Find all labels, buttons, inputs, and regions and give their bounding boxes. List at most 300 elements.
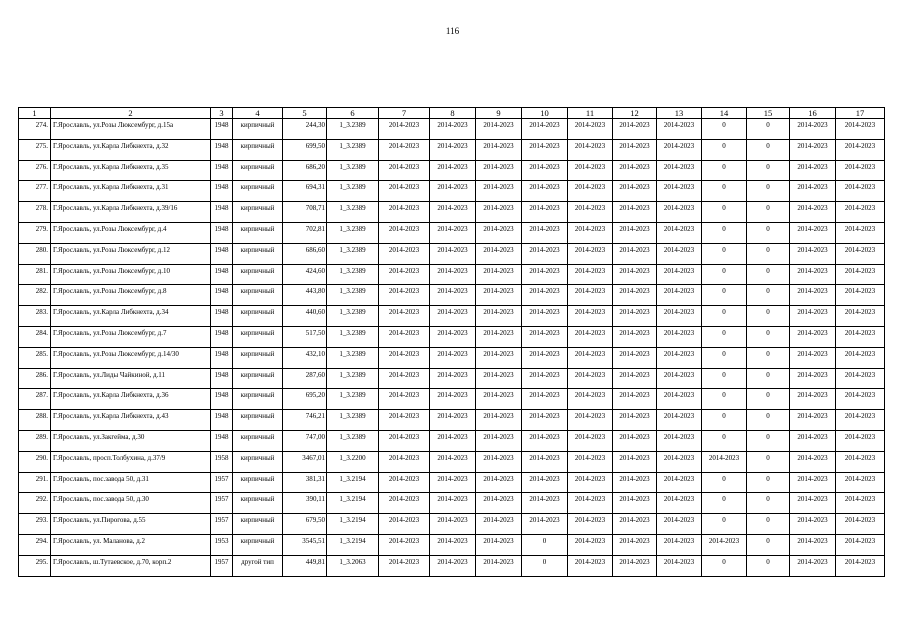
cell-area: 686,60 bbox=[283, 243, 327, 264]
cell-code: 1_3.2194 bbox=[327, 472, 379, 493]
cell-code: 1_3.2389 bbox=[327, 389, 379, 410]
cell-period-c9: 2014-2023 bbox=[476, 368, 522, 389]
cell-address: Г.Ярославль, ул.Карла Либкнехта, д.43 bbox=[51, 410, 211, 431]
cell-area: 449,81 bbox=[283, 555, 327, 576]
cell-period-c8: 2014-2023 bbox=[430, 139, 476, 160]
cell-period-c7: 2014-2023 bbox=[379, 555, 430, 576]
cell-period-c14: 0 bbox=[702, 493, 747, 514]
cell-code: 1_3.2063 bbox=[327, 555, 379, 576]
cell-period-c16: 2014-2023 bbox=[790, 243, 836, 264]
cell-code: 1_3.2389 bbox=[327, 306, 379, 327]
table-row bbox=[19, 160, 885, 181]
cell-address: Г.Ярославль, ул.Розы Люксембург, д.14/30 bbox=[51, 347, 211, 368]
cell-period-c14: 0 bbox=[702, 202, 747, 223]
cell-period-c12: 2014-2023 bbox=[613, 264, 657, 285]
cell-period-c15: 0 bbox=[747, 347, 790, 368]
data-table bbox=[18, 107, 885, 577]
cell-address: Г.Ярославль, ул.Закгейма, д.30 bbox=[51, 430, 211, 451]
cell-period-c7: 2014-2023 bbox=[379, 514, 430, 535]
cell-period-c11: 2014-2023 bbox=[568, 430, 613, 451]
cell-period-c11: 2014-2023 bbox=[568, 139, 613, 160]
cell-address: Г.Ярославль, ул.Розы Люксембург, д.4 bbox=[51, 222, 211, 243]
cell-code: 1_3.2389 bbox=[327, 243, 379, 264]
cell-wall-material: кирпичный bbox=[233, 306, 283, 327]
cell-period-c17: 2014-2023 bbox=[836, 160, 885, 181]
cell-year-built: 1957 bbox=[211, 514, 233, 535]
cell-period-c17: 2014-2023 bbox=[836, 285, 885, 306]
table-row bbox=[19, 472, 885, 493]
cell-period-c8: 2014-2023 bbox=[430, 472, 476, 493]
table-row bbox=[19, 410, 885, 431]
cell-area: 695,20 bbox=[283, 389, 327, 410]
cell-area: 390,11 bbox=[283, 493, 327, 514]
cell-address: Г.Ярославль, ул.Карла Либкнехта, д.34 bbox=[51, 306, 211, 327]
cell-address: Г.Ярославль, просп.Толбухина, д.37/9 bbox=[51, 451, 211, 472]
cell-period-c12: 2014-2023 bbox=[613, 222, 657, 243]
cell-period-c9: 2014-2023 bbox=[476, 347, 522, 368]
cell-period-c13: 2014-2023 bbox=[657, 181, 702, 202]
cell-period-c10: 2014-2023 bbox=[522, 181, 568, 202]
cell-period-c7: 2014-2023 bbox=[379, 139, 430, 160]
cell-period-c16: 2014-2023 bbox=[790, 430, 836, 451]
cell-period-c17: 2014-2023 bbox=[836, 451, 885, 472]
cell-wall-material: кирпичный bbox=[233, 243, 283, 264]
cell-year-built: 1948 bbox=[211, 160, 233, 181]
column-header-3: 3 bbox=[211, 108, 233, 119]
cell-period-c15: 0 bbox=[747, 472, 790, 493]
column-header-15: 15 bbox=[747, 108, 790, 119]
cell-period-c13: 2014-2023 bbox=[657, 472, 702, 493]
cell-period-c17: 2014-2023 bbox=[836, 243, 885, 264]
cell-period-c16: 2014-2023 bbox=[790, 389, 836, 410]
table-row bbox=[19, 139, 885, 160]
cell-period-c13: 2014-2023 bbox=[657, 222, 702, 243]
cell-period-c11: 2014-2023 bbox=[568, 243, 613, 264]
cell-period-c8: 2014-2023 bbox=[430, 493, 476, 514]
cell-year-built: 1948 bbox=[211, 410, 233, 431]
cell-period-c15: 0 bbox=[747, 534, 790, 555]
cell-period-c11: 2014-2023 bbox=[568, 160, 613, 181]
cell-row-number: 283. bbox=[19, 306, 51, 327]
cell-period-c17: 2014-2023 bbox=[836, 410, 885, 431]
cell-period-c14: 2014-2023 bbox=[702, 534, 747, 555]
cell-period-c10: 0 bbox=[522, 534, 568, 555]
cell-period-c16: 2014-2023 bbox=[790, 472, 836, 493]
cell-period-c15: 0 bbox=[747, 451, 790, 472]
cell-period-c16: 2014-2023 bbox=[790, 514, 836, 535]
cell-area: 708,71 bbox=[283, 202, 327, 223]
cell-wall-material: другой тип bbox=[233, 555, 283, 576]
cell-period-c13: 2014-2023 bbox=[657, 389, 702, 410]
cell-period-c13: 2014-2023 bbox=[657, 326, 702, 347]
column-header-10: 10 bbox=[522, 108, 568, 119]
cell-period-c7: 2014-2023 bbox=[379, 243, 430, 264]
cell-period-c8: 2014-2023 bbox=[430, 555, 476, 576]
cell-year-built: 1948 bbox=[211, 181, 233, 202]
cell-period-c12: 2014-2023 bbox=[613, 326, 657, 347]
cell-year-built: 1958 bbox=[211, 451, 233, 472]
cell-area: 679,50 bbox=[283, 514, 327, 535]
cell-period-c12: 2014-2023 bbox=[613, 430, 657, 451]
column-header-6: 6 bbox=[327, 108, 379, 119]
cell-period-c13: 2014-2023 bbox=[657, 493, 702, 514]
cell-row-number: 280. bbox=[19, 243, 51, 264]
column-header-12: 12 bbox=[613, 108, 657, 119]
cell-code: 1_3.2389 bbox=[327, 181, 379, 202]
cell-period-c10: 2014-2023 bbox=[522, 160, 568, 181]
cell-period-c11: 2014-2023 bbox=[568, 451, 613, 472]
cell-year-built: 1948 bbox=[211, 222, 233, 243]
cell-period-c14: 0 bbox=[702, 243, 747, 264]
cell-period-c10: 2014-2023 bbox=[522, 410, 568, 431]
cell-period-c9: 2014-2023 bbox=[476, 555, 522, 576]
cell-period-c12: 2014-2023 bbox=[613, 389, 657, 410]
cell-period-c10: 2014-2023 bbox=[522, 472, 568, 493]
cell-year-built: 1948 bbox=[211, 306, 233, 327]
cell-period-c10: 0 bbox=[522, 555, 568, 576]
cell-period-c14: 0 bbox=[702, 306, 747, 327]
cell-period-c8: 2014-2023 bbox=[430, 202, 476, 223]
cell-year-built: 1948 bbox=[211, 389, 233, 410]
cell-period-c15: 0 bbox=[747, 264, 790, 285]
page-number: 116 bbox=[445, 26, 460, 36]
cell-period-c10: 2014-2023 bbox=[522, 119, 568, 140]
cell-period-c14: 0 bbox=[702, 264, 747, 285]
cell-period-c15: 0 bbox=[747, 493, 790, 514]
header-row bbox=[19, 108, 885, 119]
cell-period-c17: 2014-2023 bbox=[836, 326, 885, 347]
cell-area: 3467,01 bbox=[283, 451, 327, 472]
cell-period-c7: 2014-2023 bbox=[379, 368, 430, 389]
cell-code: 1_3.2194 bbox=[327, 514, 379, 535]
cell-period-c9: 2014-2023 bbox=[476, 410, 522, 431]
cell-row-number: 290. bbox=[19, 451, 51, 472]
cell-period-c7: 2014-2023 bbox=[379, 222, 430, 243]
cell-code: 1_3.2389 bbox=[327, 119, 379, 140]
cell-period-c17: 2014-2023 bbox=[836, 368, 885, 389]
cell-year-built: 1948 bbox=[211, 202, 233, 223]
cell-row-number: 284. bbox=[19, 326, 51, 347]
cell-wall-material: кирпичный bbox=[233, 181, 283, 202]
cell-period-c11: 2014-2023 bbox=[568, 410, 613, 431]
cell-period-c16: 2014-2023 bbox=[790, 368, 836, 389]
cell-period-c16: 2014-2023 bbox=[790, 285, 836, 306]
cell-address: Г.Ярославль, ул.Розы Люксембург, д.7 bbox=[51, 326, 211, 347]
cell-period-c7: 2014-2023 bbox=[379, 181, 430, 202]
cell-period-c10: 2014-2023 bbox=[522, 368, 568, 389]
cell-period-c10: 2014-2023 bbox=[522, 306, 568, 327]
cell-period-c9: 2014-2023 bbox=[476, 202, 522, 223]
cell-period-c9: 2014-2023 bbox=[476, 139, 522, 160]
cell-period-c9: 2014-2023 bbox=[476, 389, 522, 410]
table-row bbox=[19, 451, 885, 472]
cell-period-c8: 2014-2023 bbox=[430, 181, 476, 202]
cell-period-c16: 2014-2023 bbox=[790, 451, 836, 472]
table-row bbox=[19, 222, 885, 243]
cell-period-c8: 2014-2023 bbox=[430, 306, 476, 327]
cell-code: 1_3.2389 bbox=[327, 285, 379, 306]
cell-period-c11: 2014-2023 bbox=[568, 472, 613, 493]
cell-period-c9: 2014-2023 bbox=[476, 534, 522, 555]
cell-year-built: 1948 bbox=[211, 139, 233, 160]
cell-address: Г.Ярославль, ул.Карла Либкнехта, д.32 bbox=[51, 139, 211, 160]
cell-period-c7: 2014-2023 bbox=[379, 451, 430, 472]
cell-row-number: 285. bbox=[19, 347, 51, 368]
cell-period-c15: 0 bbox=[747, 326, 790, 347]
cell-period-c10: 2014-2023 bbox=[522, 222, 568, 243]
cell-period-c15: 0 bbox=[747, 555, 790, 576]
column-header-2: 2 bbox=[51, 108, 211, 119]
cell-period-c9: 2014-2023 bbox=[476, 451, 522, 472]
column-header-11: 11 bbox=[568, 108, 613, 119]
cell-period-c15: 0 bbox=[747, 430, 790, 451]
cell-area: 699,50 bbox=[283, 139, 327, 160]
cell-address: Г.Ярославль, ул.Пирогова, д.55 bbox=[51, 514, 211, 535]
cell-period-c14: 0 bbox=[702, 410, 747, 431]
cell-year-built: 1957 bbox=[211, 555, 233, 576]
cell-period-c7: 2014-2023 bbox=[379, 347, 430, 368]
cell-period-c17: 2014-2023 bbox=[836, 202, 885, 223]
table-row bbox=[19, 264, 885, 285]
table-row bbox=[19, 534, 885, 555]
cell-row-number: 289. bbox=[19, 430, 51, 451]
column-header-1: 1 bbox=[19, 108, 51, 119]
cell-period-c8: 2014-2023 bbox=[430, 119, 476, 140]
table-row bbox=[19, 306, 885, 327]
cell-row-number: 274. bbox=[19, 119, 51, 140]
cell-wall-material: кирпичный bbox=[233, 264, 283, 285]
table-row bbox=[19, 555, 885, 576]
cell-wall-material: кирпичный bbox=[233, 534, 283, 555]
cell-period-c14: 0 bbox=[702, 222, 747, 243]
cell-period-c16: 2014-2023 bbox=[790, 493, 836, 514]
cell-area: 443,80 bbox=[283, 285, 327, 306]
cell-wall-material: кирпичный bbox=[233, 430, 283, 451]
column-header-8: 8 bbox=[430, 108, 476, 119]
column-header-9: 9 bbox=[476, 108, 522, 119]
cell-period-c12: 2014-2023 bbox=[613, 139, 657, 160]
cell-period-c13: 2014-2023 bbox=[657, 139, 702, 160]
cell-wall-material: кирпичный bbox=[233, 514, 283, 535]
cell-year-built: 1948 bbox=[211, 347, 233, 368]
cell-period-c9: 2014-2023 bbox=[476, 160, 522, 181]
cell-row-number: 282. bbox=[19, 285, 51, 306]
cell-period-c12: 2014-2023 bbox=[613, 181, 657, 202]
cell-period-c14: 0 bbox=[702, 368, 747, 389]
cell-area: 746,21 bbox=[283, 410, 327, 431]
cell-row-number: 281. bbox=[19, 264, 51, 285]
cell-wall-material: кирпичный bbox=[233, 493, 283, 514]
cell-period-c8: 2014-2023 bbox=[430, 514, 476, 535]
cell-period-c8: 2014-2023 bbox=[430, 326, 476, 347]
cell-area: 424,60 bbox=[283, 264, 327, 285]
cell-period-c17: 2014-2023 bbox=[836, 181, 885, 202]
cell-row-number: 292. bbox=[19, 493, 51, 514]
cell-period-c17: 2014-2023 bbox=[836, 430, 885, 451]
cell-code: 1_3.2389 bbox=[327, 326, 379, 347]
cell-period-c17: 2014-2023 bbox=[836, 514, 885, 535]
cell-row-number: 286. bbox=[19, 368, 51, 389]
cell-period-c7: 2014-2023 bbox=[379, 472, 430, 493]
cell-period-c7: 2014-2023 bbox=[379, 160, 430, 181]
cell-row-number: 287. bbox=[19, 389, 51, 410]
cell-code: 1_3.2194 bbox=[327, 534, 379, 555]
cell-period-c17: 2014-2023 bbox=[836, 493, 885, 514]
cell-period-c8: 2014-2023 bbox=[430, 410, 476, 431]
cell-period-c8: 2014-2023 bbox=[430, 264, 476, 285]
cell-period-c7: 2014-2023 bbox=[379, 430, 430, 451]
cell-period-c16: 2014-2023 bbox=[790, 555, 836, 576]
cell-address: Г.Ярославль, ул.Розы Люксембург, д.8 bbox=[51, 285, 211, 306]
table-row bbox=[19, 119, 885, 140]
cell-code: 1_3.2389 bbox=[327, 264, 379, 285]
column-header-17: 17 bbox=[836, 108, 885, 119]
cell-period-c15: 0 bbox=[747, 306, 790, 327]
cell-row-number: 278. bbox=[19, 202, 51, 223]
cell-period-c16: 2014-2023 bbox=[790, 410, 836, 431]
cell-code: 1_3.2389 bbox=[327, 347, 379, 368]
cell-period-c13: 2014-2023 bbox=[657, 264, 702, 285]
cell-code: 1_3.2389 bbox=[327, 410, 379, 431]
table-row bbox=[19, 202, 885, 223]
cell-period-c14: 0 bbox=[702, 514, 747, 535]
cell-period-c17: 2014-2023 bbox=[836, 306, 885, 327]
cell-period-c11: 2014-2023 bbox=[568, 222, 613, 243]
cell-period-c14: 2014-2023 bbox=[702, 451, 747, 472]
cell-period-c13: 2014-2023 bbox=[657, 243, 702, 264]
cell-address: Г.Ярославль, ул.Карла Либкнехта, д.35 bbox=[51, 160, 211, 181]
cell-code: 1_3.2389 bbox=[327, 368, 379, 389]
cell-period-c17: 2014-2023 bbox=[836, 264, 885, 285]
cell-row-number: 291. bbox=[19, 472, 51, 493]
cell-area: 244,30 bbox=[283, 119, 327, 140]
cell-period-c12: 2014-2023 bbox=[613, 243, 657, 264]
cell-period-c7: 2014-2023 bbox=[379, 306, 430, 327]
cell-period-c12: 2014-2023 bbox=[613, 534, 657, 555]
cell-row-number: 294. bbox=[19, 534, 51, 555]
cell-period-c10: 2014-2023 bbox=[522, 264, 568, 285]
cell-row-number: 277. bbox=[19, 181, 51, 202]
cell-period-c13: 2014-2023 bbox=[657, 368, 702, 389]
cell-period-c14: 0 bbox=[702, 139, 747, 160]
cell-code: 1_3.2389 bbox=[327, 202, 379, 223]
cell-period-c13: 2014-2023 bbox=[657, 160, 702, 181]
cell-wall-material: кирпичный bbox=[233, 222, 283, 243]
cell-code: 1_3.2389 bbox=[327, 160, 379, 181]
cell-period-c14: 0 bbox=[702, 285, 747, 306]
cell-period-c12: 2014-2023 bbox=[613, 368, 657, 389]
cell-period-c10: 2014-2023 bbox=[522, 285, 568, 306]
cell-address: Г.Ярославль, ул.Розы Люксембург, д.12 bbox=[51, 243, 211, 264]
cell-period-c16: 2014-2023 bbox=[790, 534, 836, 555]
cell-period-c11: 2014-2023 bbox=[568, 202, 613, 223]
cell-period-c13: 2014-2023 bbox=[657, 347, 702, 368]
cell-period-c13: 2014-2023 bbox=[657, 514, 702, 535]
cell-wall-material: кирпичный bbox=[233, 285, 283, 306]
cell-period-c11: 2014-2023 bbox=[568, 555, 613, 576]
cell-period-c15: 0 bbox=[747, 139, 790, 160]
cell-period-c14: 0 bbox=[702, 555, 747, 576]
cell-period-c13: 2014-2023 bbox=[657, 555, 702, 576]
cell-period-c7: 2014-2023 bbox=[379, 285, 430, 306]
cell-row-number: 279. bbox=[19, 222, 51, 243]
cell-wall-material: кирпичный bbox=[233, 389, 283, 410]
cell-period-c11: 2014-2023 bbox=[568, 389, 613, 410]
cell-period-c10: 2014-2023 bbox=[522, 202, 568, 223]
cell-address: Г.Ярославль, ул.Розы Люксембург, д.15а bbox=[51, 119, 211, 140]
cell-period-c17: 2014-2023 bbox=[836, 119, 885, 140]
cell-address: Г.Ярославль, ул.Карла Либкнехта, д.31 bbox=[51, 181, 211, 202]
cell-period-c10: 2014-2023 bbox=[522, 493, 568, 514]
cell-period-c8: 2014-2023 bbox=[430, 160, 476, 181]
cell-period-c17: 2014-2023 bbox=[836, 389, 885, 410]
cell-period-c12: 2014-2023 bbox=[613, 202, 657, 223]
cell-wall-material: кирпичный bbox=[233, 472, 283, 493]
cell-period-c17: 2014-2023 bbox=[836, 222, 885, 243]
cell-period-c8: 2014-2023 bbox=[430, 347, 476, 368]
cell-area: 702,81 bbox=[283, 222, 327, 243]
cell-year-built: 1948 bbox=[211, 264, 233, 285]
cell-area: 3545,51 bbox=[283, 534, 327, 555]
cell-year-built: 1948 bbox=[211, 243, 233, 264]
cell-year-built: 1948 bbox=[211, 119, 233, 140]
cell-period-c12: 2014-2023 bbox=[613, 119, 657, 140]
column-header-4: 4 bbox=[233, 108, 283, 119]
cell-period-c12: 2014-2023 bbox=[613, 306, 657, 327]
cell-period-c11: 2014-2023 bbox=[568, 119, 613, 140]
cell-period-c9: 2014-2023 bbox=[476, 326, 522, 347]
cell-wall-material: кирпичный bbox=[233, 139, 283, 160]
cell-period-c12: 2014-2023 bbox=[613, 555, 657, 576]
cell-period-c17: 2014-2023 bbox=[836, 555, 885, 576]
cell-period-c9: 2014-2023 bbox=[476, 472, 522, 493]
table-header bbox=[19, 108, 885, 119]
cell-period-c14: 0 bbox=[702, 347, 747, 368]
cell-address: Г.Ярославль, ул.Карла Либкнехта, д.39/16 bbox=[51, 202, 211, 223]
cell-period-c14: 0 bbox=[702, 119, 747, 140]
cell-address: Г.Ярославль, ш.Тутаевское, д.70, корп.2 bbox=[51, 555, 211, 576]
cell-period-c12: 2014-2023 bbox=[613, 493, 657, 514]
cell-period-c16: 2014-2023 bbox=[790, 264, 836, 285]
cell-period-c10: 2014-2023 bbox=[522, 347, 568, 368]
cell-period-c10: 2014-2023 bbox=[522, 139, 568, 160]
cell-address: Г.Ярославль, ул.Лиды Чайкиной, д.11 bbox=[51, 368, 211, 389]
cell-period-c9: 2014-2023 bbox=[476, 306, 522, 327]
cell-period-c16: 2014-2023 bbox=[790, 347, 836, 368]
cell-address: Г.Ярославль, пос.завода 50, д.31 bbox=[51, 472, 211, 493]
cell-wall-material: кирпичный bbox=[233, 160, 283, 181]
cell-period-c13: 2014-2023 bbox=[657, 451, 702, 472]
cell-period-c17: 2014-2023 bbox=[836, 139, 885, 160]
table-row bbox=[19, 368, 885, 389]
cell-code: 1_3.2389 bbox=[327, 430, 379, 451]
cell-period-c12: 2014-2023 bbox=[613, 472, 657, 493]
cell-period-c14: 0 bbox=[702, 472, 747, 493]
cell-period-c17: 2014-2023 bbox=[836, 472, 885, 493]
cell-period-c12: 2014-2023 bbox=[613, 410, 657, 431]
cell-row-number: 295. bbox=[19, 555, 51, 576]
cell-period-c8: 2014-2023 bbox=[430, 451, 476, 472]
cell-period-c16: 2014-2023 bbox=[790, 139, 836, 160]
cell-year-built: 1957 bbox=[211, 472, 233, 493]
cell-period-c10: 2014-2023 bbox=[522, 389, 568, 410]
column-header-7: 7 bbox=[379, 108, 430, 119]
cell-year-built: 1948 bbox=[211, 368, 233, 389]
cell-period-c15: 0 bbox=[747, 222, 790, 243]
cell-period-c12: 2014-2023 bbox=[613, 451, 657, 472]
cell-period-c9: 2014-2023 bbox=[476, 243, 522, 264]
cell-address: Г.Ярославль, ул.Карла Либкнехта, д.36 bbox=[51, 389, 211, 410]
